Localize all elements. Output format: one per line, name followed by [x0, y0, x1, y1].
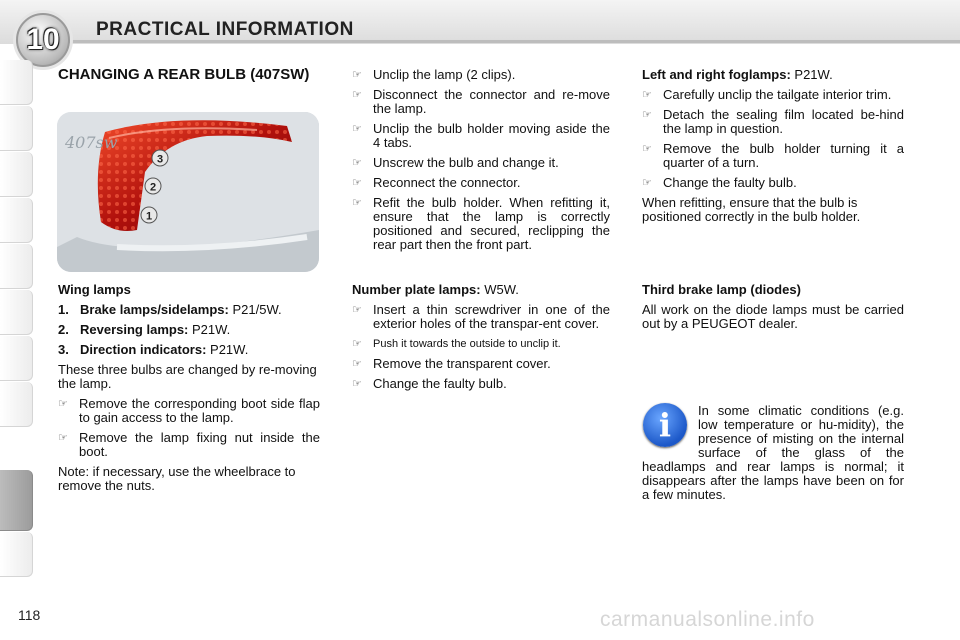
hand-pointer-icon: ☞: [642, 109, 652, 121]
chapter-tab[interactable]: [0, 382, 33, 427]
chapter-tab[interactable]: [0, 336, 33, 381]
list-item: ☞ Change the faulty bulb.: [352, 376, 507, 391]
hand-pointer-icon: ☞: [642, 89, 652, 101]
third-brake-text: All work on the diode lamps must be carried out by a PEUGEOT dealer.: [642, 302, 904, 331]
hand-pointer-icon: ☞: [352, 177, 362, 189]
list-item: ☞ Change the faulty bulb.: [642, 175, 797, 190]
foglamps-heading: Left and right foglamps: P21W.: [642, 67, 833, 82]
section-title: CHANGING A REAR BULB (407SW): [58, 66, 310, 83]
hand-pointer-icon: ☞: [352, 358, 362, 370]
numbered-item: [58, 343, 320, 357]
chapter-tab[interactable]: [0, 152, 33, 197]
page-number: 118: [18, 607, 41, 623]
info-box: [642, 404, 904, 502]
intro-text: These three bulbs are changed by re-moving the lamp.: [58, 362, 317, 391]
third-brake-heading: Third brake lamp (diodes): [642, 282, 801, 297]
chapter-tabs: [0, 60, 34, 580]
callout-1: [141, 207, 157, 223]
hand-pointer-icon: ☞: [352, 157, 362, 169]
list-item: ☞ Unclip the bulb holder moving aside the 4 tabs.: [352, 121, 610, 150]
numbered-item: [58, 303, 320, 317]
numbered-item: [58, 323, 320, 337]
list-item: ☞ Reconnect the connector.: [352, 175, 521, 190]
list-item: ☞ Push it towards the outside to unclip it.: [352, 338, 561, 350]
hand-pointer-icon: ☞: [642, 143, 652, 155]
chapter-tab[interactable]: [0, 60, 33, 105]
chapter-tab[interactable]: [0, 106, 33, 151]
hand-pointer-icon: ☞: [352, 378, 362, 390]
rear-lamp-illustration: [57, 112, 319, 272]
left-column: [58, 67, 320, 91]
svg-text:2: 2: [149, 181, 157, 194]
info-text: In some climatic conditions (e.g. low temperature or hu-midity), the presence of misting on the internal surface of the glass of the headlamps and rear lamps is normal; it disappears after the lamps have been on for a few minutes.: [642, 403, 904, 502]
chapter-tab[interactable]: [0, 290, 33, 335]
note-text: Note: if necessary, use the wheelbrace to remove the nuts.: [58, 464, 296, 493]
hand-pointer-icon: ☞: [352, 197, 362, 209]
hand-pointer-icon: ☞: [642, 177, 652, 189]
model-badge: 407sw: [65, 133, 118, 152]
hand-pointer-icon: ☞: [352, 338, 362, 350]
item-value: P21/5W.: [228, 302, 282, 317]
wing-lamps-section: [58, 283, 320, 499]
list-item: ☞ Insert a thin screwdriver in one of the exterior holes of the transpar-ent cover.: [352, 302, 610, 331]
wing-lamps-heading: Wing lamps: [58, 282, 131, 297]
callout-3: [152, 150, 168, 166]
hand-pointer-icon: ☞: [352, 123, 362, 135]
list-item: ☞ Remove the corresponding boot side flap to gain access to the lamp.: [58, 396, 320, 425]
item-label: Direction indicators:: [80, 342, 207, 357]
info-icon-spacer: [642, 404, 698, 448]
list-item: ☞ Detach the sealing film located be-hind the lamp in question.: [642, 107, 904, 136]
item-number: 1.: [58, 302, 69, 317]
rear-lamp-photo: [57, 112, 319, 272]
hand-pointer-icon: ☞: [58, 432, 68, 444]
item-number: 2.: [58, 322, 69, 337]
hand-pointer-icon: ☞: [352, 69, 362, 81]
chapter-title: PRACTICAL INFORMATION: [96, 19, 354, 40]
item-value: P21W.: [206, 342, 249, 357]
svg-text:3: 3: [156, 153, 164, 166]
list-item: ☞ Remove the transparent cover.: [352, 356, 551, 371]
list-item: ☞ Remove the lamp fixing nut inside the boot.: [58, 430, 320, 459]
list-item: ☞ Remove the bulb holder turning it a quarter of a turn.: [642, 141, 904, 170]
list-item: ☞ Unclip the lamp (2 clips).: [352, 67, 516, 82]
foglamps-section: [642, 68, 904, 230]
chapter-tab[interactable]: [0, 198, 33, 243]
svg-text:1: 1: [145, 210, 153, 223]
number-plate-heading: Number plate lamps: W5W.: [352, 282, 519, 297]
foglamps-note: When refitting, ensure that the bulb is positioned correctly in the bulb holder.: [642, 195, 861, 224]
list-item: ☞ Carefully unclip the tailgate interior trim.: [642, 87, 892, 102]
chapter-tab-active[interactable]: [0, 470, 33, 531]
item-number: 3.: [58, 342, 69, 357]
chapter-number-badge: 10: [16, 13, 70, 67]
hand-pointer-icon: ☞: [352, 304, 362, 316]
third-brake-section: [642, 283, 904, 337]
hand-pointer-icon: ☞: [58, 398, 68, 410]
hand-pointer-icon: ☞: [352, 89, 362, 101]
item-label: Brake lamps/sidelamps:: [80, 302, 229, 317]
chapter-tab[interactable]: [0, 532, 33, 577]
info-icon: i: [643, 403, 687, 447]
middle-column: [352, 68, 610, 258]
number-plate-section: [352, 283, 610, 397]
list-item: ☞ Refit the bulb holder. When refitting it, ensure that the lamp is correctly positioned and secured, reclipping the rear part then the front part.: [352, 195, 610, 252]
chapter-tab[interactable]: [0, 244, 33, 289]
callout-2: [145, 178, 161, 194]
watermark: carmanualsonline.info: [600, 608, 815, 631]
item-value: P21W.: [188, 322, 231, 337]
item-label: Reversing lamps:: [80, 322, 189, 337]
list-item: ☞ Disconnect the connector and re-move the lamp.: [352, 87, 610, 116]
list-item: ☞ Unscrew the bulb and change it.: [352, 155, 559, 170]
